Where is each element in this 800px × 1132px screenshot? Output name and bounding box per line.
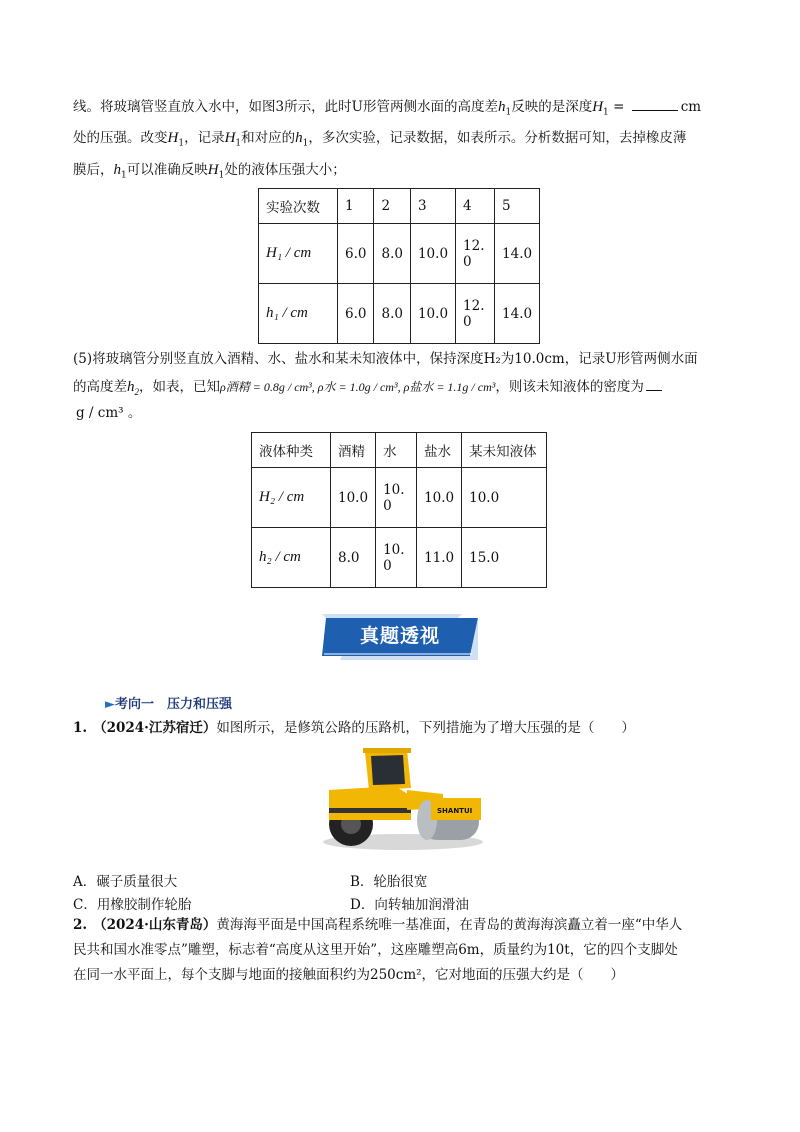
var-H1: H bbox=[207, 162, 219, 178]
para1-text-b: 反映的是深度 bbox=[511, 99, 593, 115]
para1-line3 bbox=[73, 161, 346, 185]
road-roller-image bbox=[315, 738, 485, 853]
var-H1-sub: 1 bbox=[603, 107, 609, 118]
var-h1: h bbox=[497, 99, 506, 115]
option-b[interactable]: B．轮胎很宽 bbox=[350, 874, 428, 890]
question-1 bbox=[73, 719, 635, 737]
table-cell: 12.0 bbox=[456, 284, 495, 344]
section-heading bbox=[105, 693, 232, 712]
table-cell: 10.0 bbox=[331, 468, 376, 528]
para2-text-a: 的高度差 bbox=[73, 379, 127, 395]
table-header-cell: 实验次数 bbox=[259, 189, 338, 224]
table-cell: 10.0 bbox=[462, 468, 547, 528]
experiment-table bbox=[258, 188, 540, 344]
para1-text-a: 线。将玻璃管竖直放入水中，如图3所示，此时U形管两侧水面的高度差 bbox=[73, 99, 498, 115]
roller-brand-label: SHANTUI bbox=[437, 807, 473, 815]
density-values: ρ酒精 = 0.8g / cm³, ρ水 = 1.0g / cm³, ρ盐水 = 1.1g / cm³ bbox=[220, 380, 496, 394]
para1-text-e: 和对应的 bbox=[241, 130, 296, 146]
table-cell: 10.0 bbox=[410, 284, 455, 344]
table-header-cell: 水 bbox=[376, 433, 417, 468]
row-label-h2: h₂ / cm bbox=[252, 528, 331, 588]
table-cell: 10.0 bbox=[376, 468, 417, 528]
para1-text-f: ，多次实验，记录数据，如表所示。分析数据可知，去掉橡皮薄 bbox=[308, 130, 687, 146]
table-header-cell: 1 bbox=[338, 189, 374, 224]
para1-line2 bbox=[73, 129, 686, 153]
var-h1-sub: 1 bbox=[505, 107, 512, 118]
var-H1: H bbox=[224, 130, 236, 146]
table-header-cell: 2 bbox=[374, 189, 410, 224]
table-cell: 10.0 bbox=[376, 528, 417, 588]
table-cell: 10.0 bbox=[417, 468, 462, 528]
table-cell: 6.0 bbox=[338, 284, 374, 344]
table-header-cell: 5 bbox=[495, 189, 540, 224]
section-banner bbox=[322, 614, 478, 660]
table-row bbox=[252, 468, 547, 528]
question-2-line1 bbox=[73, 916, 682, 934]
row-label-h1: h₁ / cm bbox=[259, 284, 338, 344]
table-row bbox=[259, 224, 540, 284]
para2-text-b: ，如表，已知 bbox=[139, 379, 220, 395]
var-h1: h bbox=[295, 130, 303, 146]
row-label-H2: H₂ / cm bbox=[252, 468, 331, 528]
answer-blank-1[interactable] bbox=[632, 98, 678, 111]
table-cell: 12.0 bbox=[456, 224, 495, 284]
para1-text-h: 可以准确反映 bbox=[126, 162, 208, 178]
liquid-table bbox=[251, 432, 547, 588]
banner-title: 真题透视 bbox=[359, 625, 440, 647]
para1-text-i: 处的液体压强大小； bbox=[224, 162, 346, 178]
table-header-cell: 酒精 bbox=[331, 433, 376, 468]
table-header-cell: 3 bbox=[410, 189, 455, 224]
para2-line3: g / cm³ 。 bbox=[76, 405, 142, 421]
table-header-cell: 4 bbox=[456, 189, 495, 224]
table-cell: 8.0 bbox=[374, 224, 410, 284]
var-H1-sub: 1 bbox=[218, 170, 225, 181]
table-cell: 8.0 bbox=[331, 528, 376, 588]
table-row bbox=[252, 528, 547, 588]
table-cell: 14.0 bbox=[495, 224, 540, 284]
triangle-right-icon: ► bbox=[105, 697, 115, 712]
table-cell: 14.0 bbox=[495, 284, 540, 344]
para2-line1: (5)将玻璃管分别竖直放入酒精、水、盐水和某未知液体中，保持深度H₂为10.0cm，记录U形管两侧水面 bbox=[73, 351, 698, 367]
table-cell: 8.0 bbox=[374, 284, 410, 344]
question-source: （2024·江苏宿迁） bbox=[93, 720, 217, 736]
para2-text-c: ，则该未知液体的密度为 bbox=[495, 379, 644, 395]
table-header-cell: 液体种类 bbox=[252, 433, 331, 468]
var-H1: H bbox=[592, 99, 604, 115]
var-h1-sub: 1 bbox=[121, 170, 127, 181]
question-number: 2. bbox=[73, 917, 88, 933]
table-cell: 15.0 bbox=[462, 528, 547, 588]
var-h1-sub: 1 bbox=[302, 138, 309, 149]
section-title: 考向一 压力和压强 bbox=[115, 697, 233, 712]
option-d[interactable]: D．向转轴加润滑油 bbox=[350, 897, 469, 913]
question-2-line3: 在同一水平面上，每个支脚与地面的接触面积约为250cm²，它对地面的压强大约是（ ） bbox=[73, 967, 625, 983]
option-c[interactable]: C．用橡胶制作轮胎 bbox=[73, 897, 192, 913]
unit-cm: cm bbox=[680, 99, 702, 115]
var-H1-sub: 1 bbox=[178, 138, 185, 149]
var-H1-sub: 1 bbox=[235, 138, 242, 149]
para1-text-d: ，记录 bbox=[184, 130, 225, 146]
question-number: 1. bbox=[73, 720, 88, 736]
row-label-H1: H₁ / cm bbox=[259, 224, 338, 284]
question-text: 如图所示，是修筑公路的压路机，下列措施为了增大压强的是（ ） bbox=[216, 720, 635, 736]
question-source: （2024·山东青岛） bbox=[93, 917, 217, 933]
para1-line1 bbox=[73, 98, 701, 122]
table-cell: 10.0 bbox=[410, 224, 455, 284]
para2-line2 bbox=[73, 378, 662, 401]
table-header-row bbox=[252, 433, 547, 468]
var-h2: $h_2$ bbox=[127, 379, 139, 397]
table-header-cell: 某未知液体 bbox=[462, 433, 547, 468]
question-2-line2: 民共和国水准零点”雕塑，标志着“高度从这里开始”，这座雕塑高6m，质量约为10t，它的四个支脚处 bbox=[73, 942, 678, 958]
para1-text-c: 处的压强。改变 bbox=[73, 130, 168, 146]
question-text: 黄海海平面是中国高程系统唯一基准面，在青岛的黄海海滨矗立着一座“中华人 bbox=[216, 917, 683, 933]
var-h1: h bbox=[113, 162, 121, 178]
table-cell: 6.0 bbox=[338, 224, 374, 284]
equals-sign: = bbox=[608, 99, 629, 115]
table-cell: 11.0 bbox=[417, 528, 462, 588]
para1-text-g: 膜后， bbox=[73, 162, 114, 178]
table-header-row bbox=[259, 189, 540, 224]
table-row bbox=[259, 284, 540, 344]
answer-blank-2[interactable] bbox=[646, 378, 662, 391]
var-H1: H bbox=[167, 130, 179, 146]
option-a[interactable]: A．碾子质量很大 bbox=[73, 874, 178, 890]
table-header-cell: 盐水 bbox=[417, 433, 462, 468]
